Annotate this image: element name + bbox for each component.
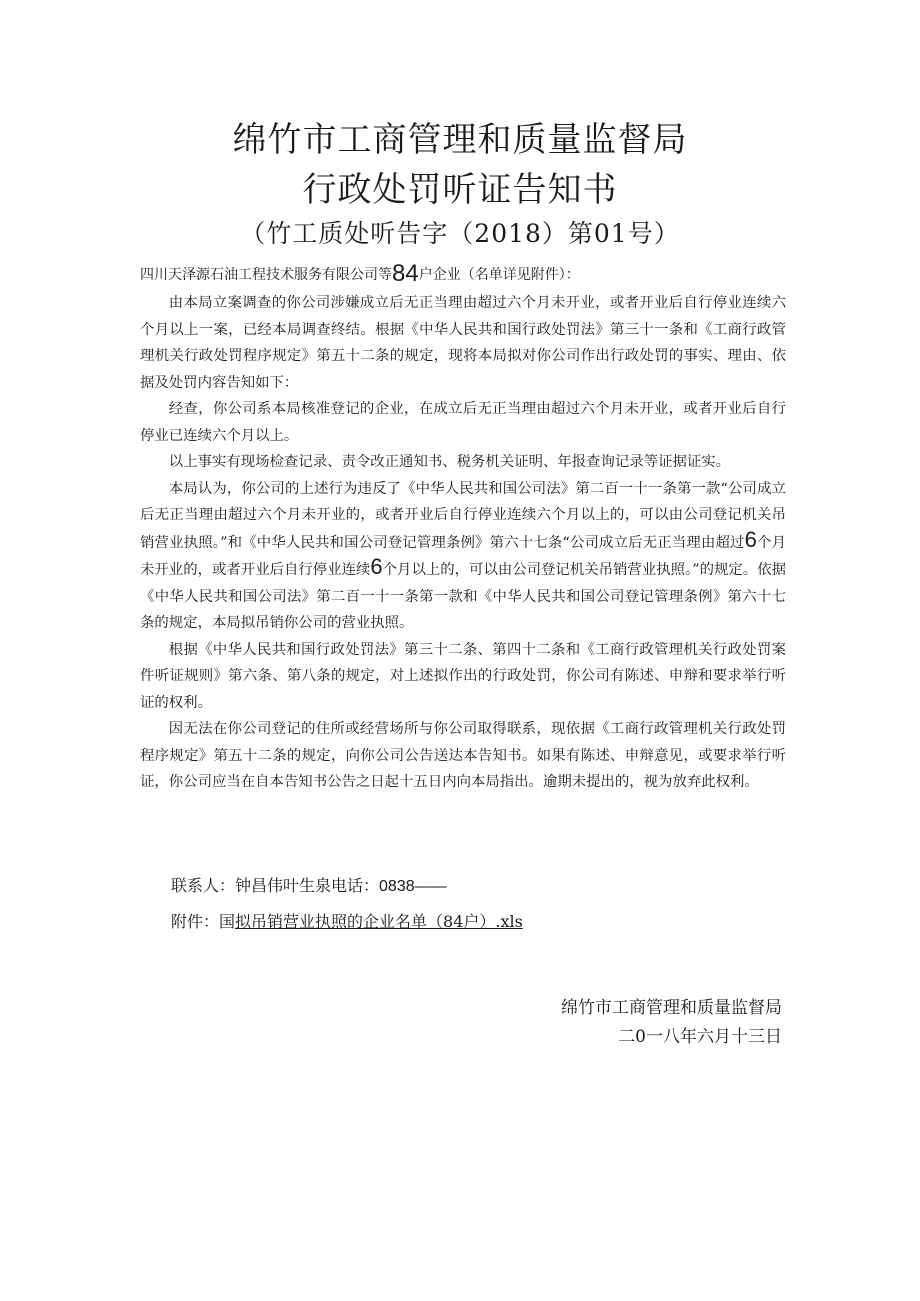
legal-basis-number-2: 6 (370, 554, 383, 579)
paragraph-evidence: 以上事实有现场检查记录、责令改正通知书、税务机关证明、年报查询记录等证据证实。 (168, 454, 731, 470)
signature-date: 二0一八年六月十三日 (618, 1027, 782, 1047)
legal-basis-part-c: 个月以上的，可以由公司登记机关吊销营业执照。”的规定。依据《中华人民共和国公司法》第二百一十一条第一款和《中华人民共和国公司登记管理条例》第六十七条的规定，本局拟吊销你公司的营业执照。 (140, 562, 786, 631)
attachment-label: 附件：国 (171, 912, 236, 931)
addressee-suffix: 户企业（名单详见附件）： (418, 267, 580, 283)
document-title-line1: 绵竹市工商管理和质量监督局 (232, 120, 688, 160)
contact-label: 联系人：钟昌伟叶生泉电话： (171, 876, 380, 895)
attachment-file-link[interactable]: 拟吊销营业执照的企业名单（84户）.xls (235, 912, 523, 931)
legal-basis-part-b: 个月未开业的，或者开业后自行停业连续 (140, 534, 786, 578)
paragraph-findings: 经查，你公司系本局核准登记的企业，在成立后无正当理由超过六个月未开业，或者开业后自行停业已连续六个月以上。 (140, 401, 786, 444)
paragraph-rights: 根据《中华人民共和国行政处罚法》第三十二条、第四十二条和《工商行政管理机关行政处罚案件听证规则》第六条、第八条的规定，对上述拟作出的行政处罚，你公司有陈述、申辩和要求举行听证的权利。 (140, 641, 786, 711)
legal-basis-number-1: 6 (744, 526, 757, 552)
document-body (140, 290, 786, 796)
paragraph-public-notice: 因无法在你公司登记的住所或经营场所与你公司取得联系，现依据《工商行政管理机关行政处罚程序规定》第五十二条的规定，向你公司公告送达本告知书。如果有陈述、申辩意见，或要求举行听证，你公司应当在自本告知书公告之日起十五日内向本局指出。逾期未提出的，视为放弃此权利。 (140, 721, 786, 790)
document-number: （竹工质处听告字（2018）第01号） (240, 219, 680, 248)
legal-basis-part-a: 本局认为，你公司的上述行为违反了《中华人民共和国公司法》第二百一十一条第一款“公司成立后无正当理由超过六个月未开业的，或者开业后自行停业连续六个月以上的，可以由公司登记机关吊销营业执照。”和《中华人民共和国公司登记管理条例》第六十七条“公司成立后无正当理由超过 (140, 480, 786, 551)
paragraph-legal-basis (140, 476, 786, 637)
paragraph-investigation: 由本局立案调查的你公司涉嫌成立后无正当理由超过六个月未开业，或者开业后自行停业连续六个月以上一案，已经本局调查终结。根据《中华人民共和国行政处罚法》第三十一条和《工商行政管理机关行政处罚程序规定》第五十二条的规定，现将本局拟对你公司作出行政处罚的事实、理由、依据及处罚内容告知如下： (140, 295, 786, 391)
document-title-line2: 行政处罚听证告知书 (302, 170, 618, 210)
addressee-line (140, 258, 800, 291)
enterprise-count: 84 (392, 260, 419, 287)
contact-line (171, 873, 447, 896)
addressee-prefix: 四川天泽源石油工程技术服务有限公司等 (140, 267, 392, 283)
contact-phone: 0838—— (379, 878, 447, 895)
signature-organization: 绵竹市工商管理和质量监督局 (561, 998, 782, 1018)
attachment-line (171, 909, 523, 932)
